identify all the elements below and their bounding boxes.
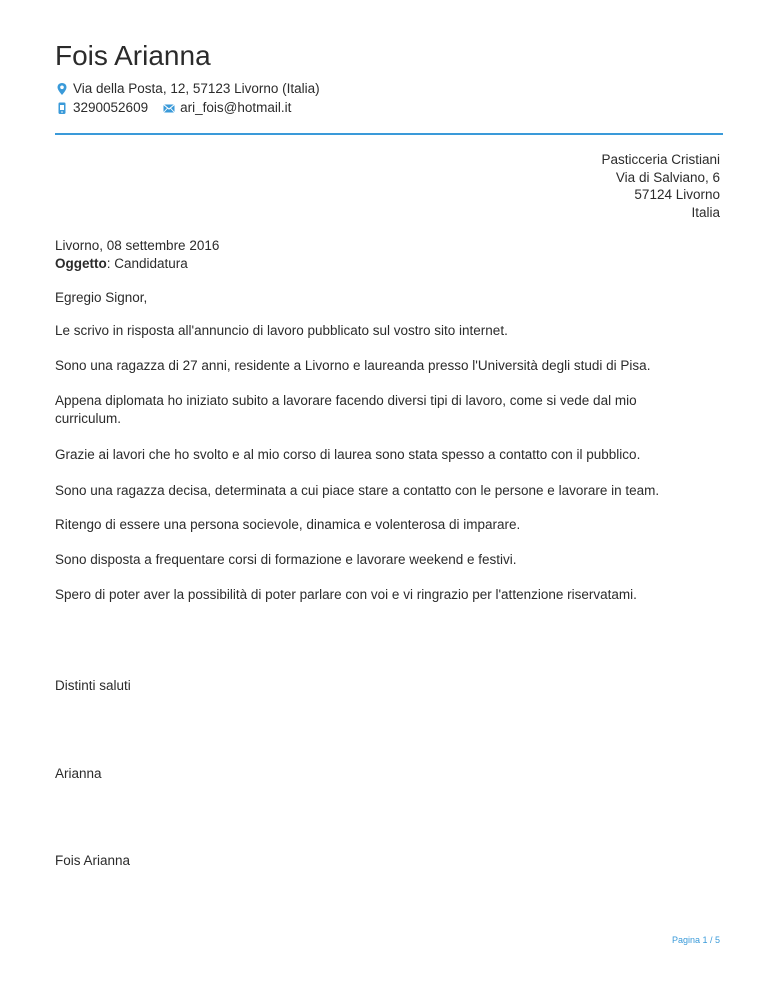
sender-name: Fois Arianna xyxy=(55,40,211,71)
salutation: Egregio Signor, xyxy=(55,290,148,305)
contact-line xyxy=(55,99,291,117)
page-number: Pagina 1 / 5 xyxy=(671,935,720,945)
email-link[interactable]: ari_fois@hotmail.it xyxy=(180,100,292,115)
paragraph: Le scrivo in risposta all'annuncio di lavoro pubblicato sul vostro sito internet. xyxy=(55,323,508,338)
paragraph: Sono una ragazza decisa, determinata a cui piace stare a contatto con le persone e lavorare in team. xyxy=(55,483,660,498)
envelope-icon xyxy=(162,101,176,115)
subject-label: Oggetto xyxy=(55,256,107,271)
phone-text: 3290052609 xyxy=(73,100,149,115)
paragraph: Grazie ai lavori che ho svolto e al mio corso di laurea sono stata spesso a contatto con il pubblico. xyxy=(55,447,641,462)
location-pin-icon xyxy=(55,82,69,96)
place-date: Livorno, 08 settembre 2016 xyxy=(55,238,220,253)
email-group xyxy=(162,99,291,117)
recipient-line: Italia xyxy=(691,204,720,220)
signature-full-name: Fois Arianna xyxy=(55,853,131,868)
address-text: Via della Posta, 12, 57123 Livorno (Italia) xyxy=(73,81,320,96)
recipient-block xyxy=(601,151,720,221)
recipient-line: 57124 Livorno xyxy=(634,187,720,202)
recipient-line: Via di Salviano, 6 xyxy=(615,169,720,185)
recipient-line: Pasticceria Cristiani xyxy=(601,152,720,167)
signature-first-name: Arianna xyxy=(55,766,102,781)
paragraph: Appena diplomata ho iniziato subito a lavorare facendo diversi tipi di lavoro, come si vede dal mio curriculum. xyxy=(55,393,637,426)
paragraph: Sono una ragazza di 27 anni, residente a Livorno e laureanda presso l'Università degli studi di Pisa. xyxy=(55,358,651,373)
paragraph: Ritengo di essere una persona socievole, dinamica e volenterosa di imparare. xyxy=(55,517,521,532)
paragraph: Sono disposta a frequentare corsi di formazione e lavorare weekend e festivi. xyxy=(55,552,517,567)
paragraph: Spero di poter aver la possibilità di poter parlare con voi e vi ringrazio per l'attenzione riservatami. xyxy=(55,587,637,602)
subject-value: : Candidatura xyxy=(106,256,188,271)
header-divider xyxy=(55,133,723,135)
closing: Distinti saluti xyxy=(55,678,131,693)
mobile-phone-icon xyxy=(55,101,69,115)
subject-line xyxy=(55,255,705,273)
address-line xyxy=(55,80,320,98)
